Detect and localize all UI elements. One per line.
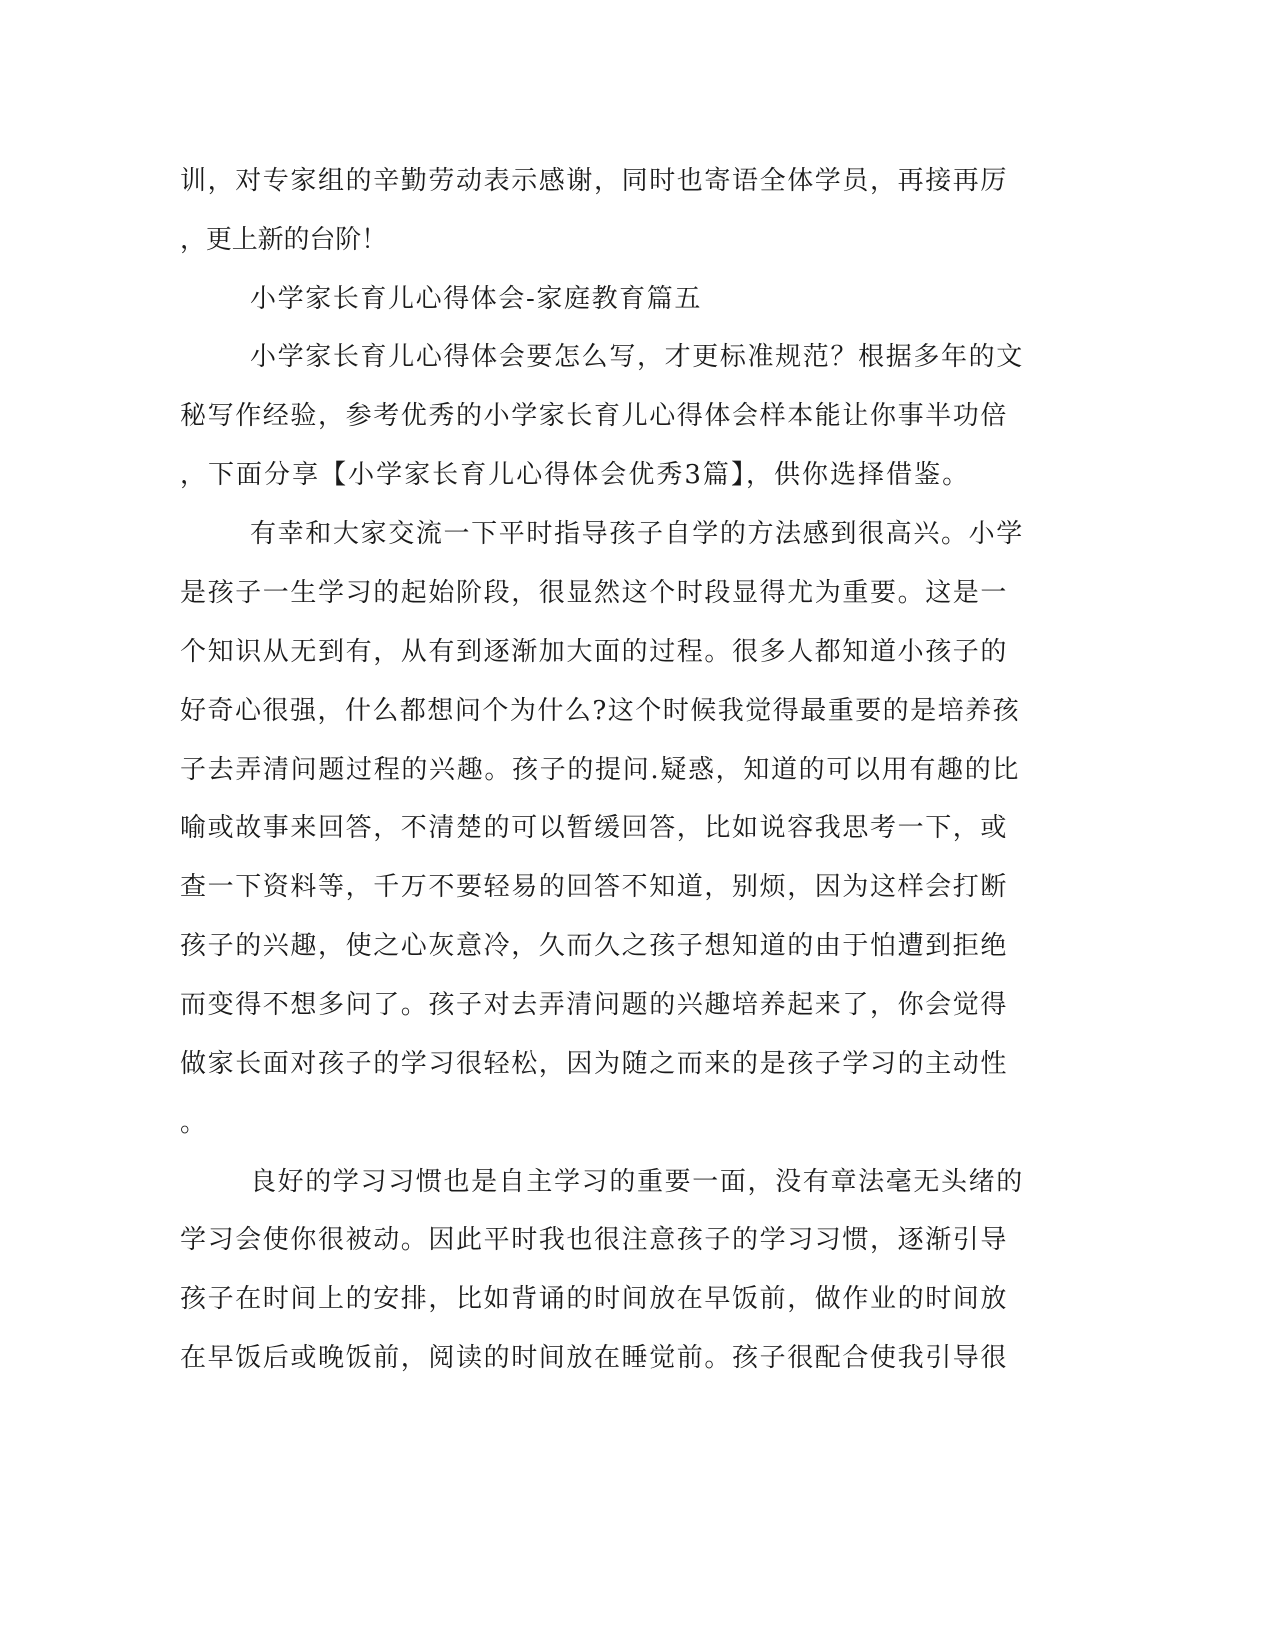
text-line	[0, 691, 1275, 731]
text-line	[0, 1044, 1275, 1084]
section-heading-text: 小学家长育儿心得体会-家庭教育篇五	[250, 284, 702, 314]
line-text: 好奇心很强，什么都想问个为什么?这个时候我觉得最重要的是培养孩	[180, 696, 1021, 726]
text-line	[0, 750, 1275, 790]
line-text: 小学家长育儿心得体会要怎么写，才更标准规范？根据多年的文	[250, 342, 1024, 372]
text-line	[0, 514, 1275, 554]
line-text: 查一下资料等，千万不要轻易的回答不知道，别烦，因为这样会打断	[180, 872, 1009, 902]
text-line	[0, 632, 1275, 672]
line-text: 子去弄清问题过程的兴趣。孩子的提问.疑惑，知道的可以用有趣的比	[180, 755, 1021, 785]
text-line	[0, 337, 1275, 377]
text-line	[0, 985, 1275, 1025]
text-line	[0, 161, 1275, 201]
text-line	[0, 808, 1275, 848]
text-line	[0, 573, 1275, 613]
line-text: 喻或故事来回答，不清楚的可以暂缓回答，比如说容我思考一下，或	[180, 813, 1009, 843]
text-line	[0, 1162, 1275, 1202]
line-text: ，更上新的台阶！	[180, 225, 387, 255]
text-line	[0, 1220, 1275, 1260]
line-text: 训，对专家组的辛勤劳动表示感谢，同时也寄语全体学员，再接再厉	[180, 166, 1009, 196]
line-text: 学习会使你很被动。因此平时我也很注意孩子的学习习惯，逐渐引导	[180, 1225, 1009, 1255]
text-line	[0, 396, 1275, 436]
text-line	[0, 926, 1275, 966]
text-line	[0, 867, 1275, 907]
line-text: 秘写作经验，参考优秀的小学家长育儿心得体会样本能让你事半功倍	[180, 401, 1009, 431]
line-text: 。	[180, 1108, 207, 1138]
section-heading	[0, 279, 1275, 319]
line-text: 而变得不想多问了。孩子对去弄清问题的兴趣培养起来了，你会觉得	[180, 990, 1009, 1020]
line-text: 在早饭后或晚饭前，阅读的时间放在睡觉前。孩子很配合使我引导很	[180, 1343, 1009, 1373]
line-text: ，下面分享【小学家长育儿心得体会优秀3篇】，供你选择借鉴。	[180, 460, 971, 490]
text-line	[0, 220, 1275, 260]
text-line	[0, 1279, 1275, 1319]
text-line	[0, 1103, 1275, 1143]
line-text: 孩子的兴趣，使之心灰意冷，久而久之孩子想知道的由于怕遭到拒绝	[180, 931, 1009, 961]
line-text: 良好的学习习惯也是自主学习的重要一面，没有章法毫无头绪的	[250, 1167, 1024, 1197]
line-text: 有幸和大家交流一下平时指导孩子自学的方法感到很高兴。小学	[250, 519, 1024, 549]
line-text: 个知识从无到有，从有到逐渐加大面的过程。很多人都知道小孩子的	[180, 637, 1009, 667]
line-text: 做家长面对孩子的学习很轻松，因为随之而来的是孩子学习的主动性	[180, 1049, 1009, 1079]
line-text: 孩子在时间上的安排，比如背诵的时间放在早饭前，做作业的时间放	[180, 1284, 1009, 1314]
text-line	[0, 455, 1275, 495]
text-line	[0, 1338, 1275, 1378]
line-text: 是孩子一生学习的起始阶段，很显然这个时段显得尤为重要。这是一	[180, 578, 1009, 608]
